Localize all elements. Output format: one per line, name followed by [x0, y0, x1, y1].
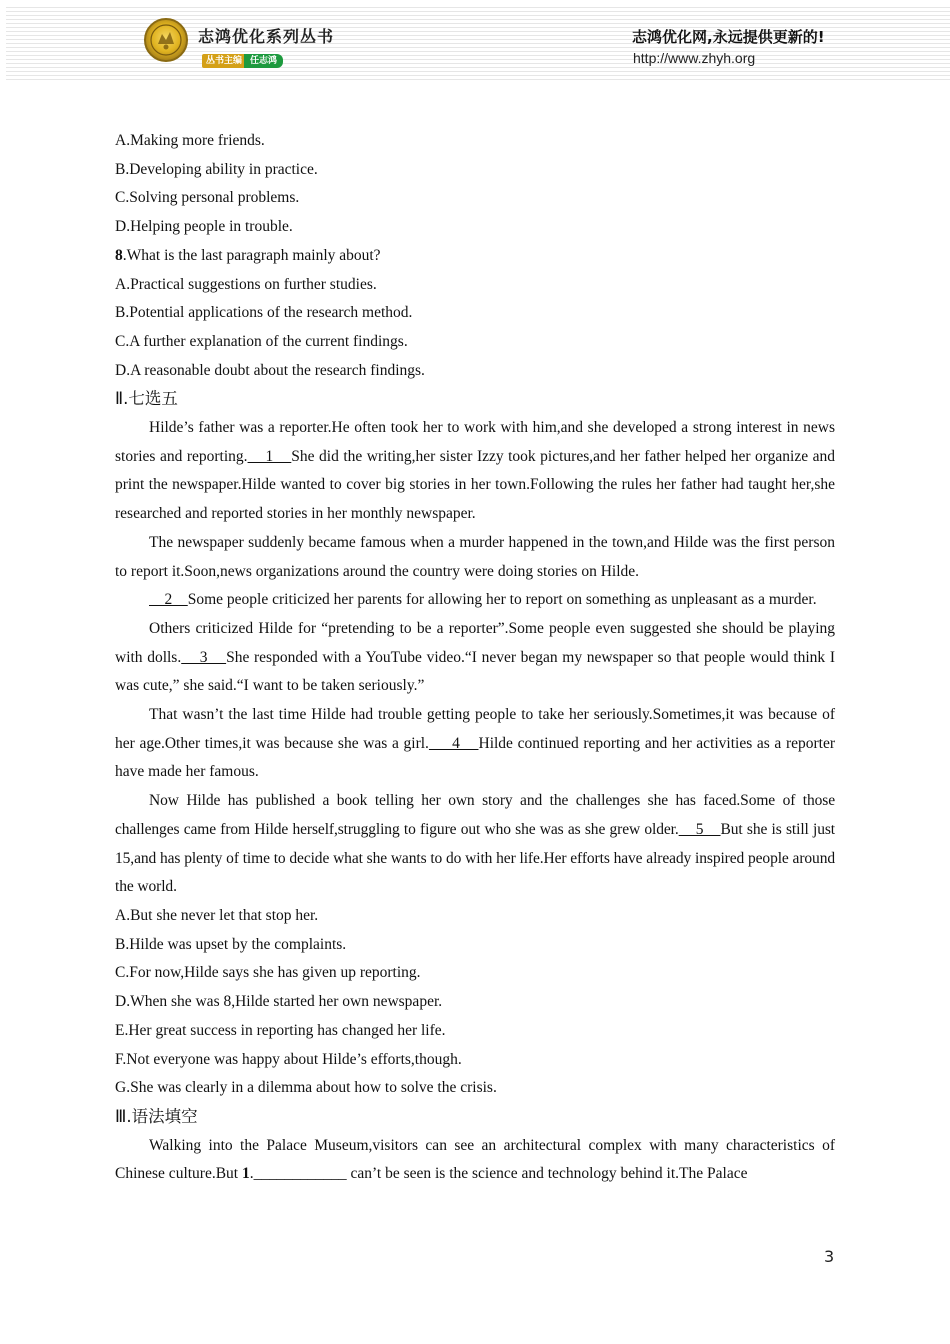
- series-title: 志鸿优化系列丛书: [198, 27, 335, 46]
- passage-paragraph-6: [115, 787, 835, 902]
- page-header: [6, 4, 950, 80]
- q7-option-a: A.Making more friends.: [115, 132, 265, 149]
- editor-label: 丛书主编: [202, 54, 246, 68]
- blank-4[interactable]: 4: [428, 734, 479, 752]
- paragraph-text: Hilde continued reporting and her activities as a reporter have made her famous.: [115, 734, 836, 781]
- paragraph-text: But she is still just 15,and has plenty of time to decide what she wants to do with her life.Her efforts have already inspired people around the world.: [115, 820, 836, 896]
- q8-option-b: B.Potential applications of the research method.: [115, 304, 413, 322]
- paragraph-text: Others criticized Hilde for “pretending to be a reporter”.Some people even suggested she should be playing with dolls.: [115, 619, 835, 666]
- paragraph-text: She did the writing,her sister Izzy took pictures,and her father helped her organize and print the newspaper.Hilde wanted to cover big stories in her town.Following the rules her father had taught her,she researched and reported stories in her monthly newspaper.: [115, 447, 835, 523]
- q7-option-b: B.Developing ability in practice.: [115, 160, 318, 178]
- paragraph-text: can’t be seen is the science and technology behind it.The Palace: [346, 1165, 748, 1183]
- option-c: C.For now,Hilde says she has given up reporting.: [115, 964, 421, 982]
- grammar-blank-1[interactable]: .____________: [249, 1165, 347, 1183]
- seal-logo-icon: [144, 18, 188, 62]
- document-body: [115, 127, 835, 1189]
- blank-1[interactable]: 1: [247, 447, 292, 465]
- q8-number: 8: [115, 246, 123, 264]
- passage-paragraph-3: [115, 586, 835, 615]
- grammar-blank-number: 1: [242, 1165, 250, 1183]
- paragraph-text: Some people criticized her parents for allowing her to report on something as unpleasant as a murder.: [187, 591, 817, 609]
- paragraph-text: Walking into the Palace Museum,visitors can see an architectural complex with many characteristics of Chinese culture.But: [115, 1136, 835, 1183]
- option-g: G.She was clearly in a dilemma about how to solve the crisis.: [115, 1079, 497, 1097]
- option-f: F.Not everyone was happy about Hilde’s efforts,though.: [115, 1050, 462, 1068]
- page-number: 3: [824, 1247, 835, 1266]
- blank-5[interactable]: 5: [678, 820, 721, 838]
- q8-option-a: A.Practical suggestions on further studies.: [115, 275, 377, 293]
- q8-stem-text: .What is the last paragraph mainly about?: [122, 246, 381, 264]
- blank-2[interactable]: 2: [149, 591, 188, 609]
- q7-option-c: C.Solving personal problems.: [115, 189, 300, 207]
- editor-credit: [202, 48, 283, 66]
- paragraph-text: She responded with a YouTube video.“I never began my newspaper so that people would think I was cute,” she said.“I want to be taken seriously.”: [115, 648, 835, 695]
- section-2-title: Ⅱ.七选五: [115, 389, 178, 409]
- option-b: B.Hilde was upset by the complaints.: [115, 935, 347, 953]
- passage-paragraph-1: [115, 414, 835, 529]
- grammar-paragraph-1: [115, 1132, 835, 1189]
- site-url-link[interactable]: http://www.zhyh.org: [633, 50, 756, 66]
- passage-paragraph-2: The newspaper suddenly became famous when a murder happened in the town,and Hilde was the first person to report it.Soon,news organizations around the country were doing stories on Hilde.: [115, 533, 835, 580]
- passage-paragraph-5: [115, 701, 835, 787]
- q7-option-d: D.Helping people in trouble.: [115, 218, 293, 236]
- q8-stem: [115, 242, 835, 271]
- site-slogan: 志鸿优化网,永远提供更新的!: [632, 28, 825, 46]
- publisher-logo: [144, 18, 344, 74]
- q8-option-d: D.A reasonable doubt about the research findings.: [115, 361, 425, 379]
- paragraph-text: That wasn’t the last time Hilde had trouble getting people to take her seriously.Sometimes,it was because of her age.Other times,it was because she was a girl.: [115, 706, 835, 752]
- q8-option-c: C.A further explanation of the current findings.: [115, 332, 408, 350]
- option-a: A.But she never let that stop her.: [115, 906, 319, 924]
- paragraph-text: Now Hilde has published a book telling her own story and the challenges she has faced.Some of those challenges came from Hilde herself,struggling to figure out who she was as she grew older.: [115, 792, 835, 838]
- section-3-title: Ⅲ.语法填空: [115, 1106, 198, 1126]
- option-d: D.When she was 8,Hilde started her own newspaper.: [115, 993, 443, 1011]
- option-e: E.Her great success in reporting has changed her life.: [115, 1021, 446, 1039]
- blank-3[interactable]: 3: [181, 648, 227, 666]
- passage-paragraph-4: [115, 615, 835, 701]
- editor-name: 任志鸿: [244, 54, 283, 68]
- paragraph-text: Hilde’s father was a reporter.He often took her to work with him,and she developed a strong interest in news stories and reporting.: [115, 419, 835, 465]
